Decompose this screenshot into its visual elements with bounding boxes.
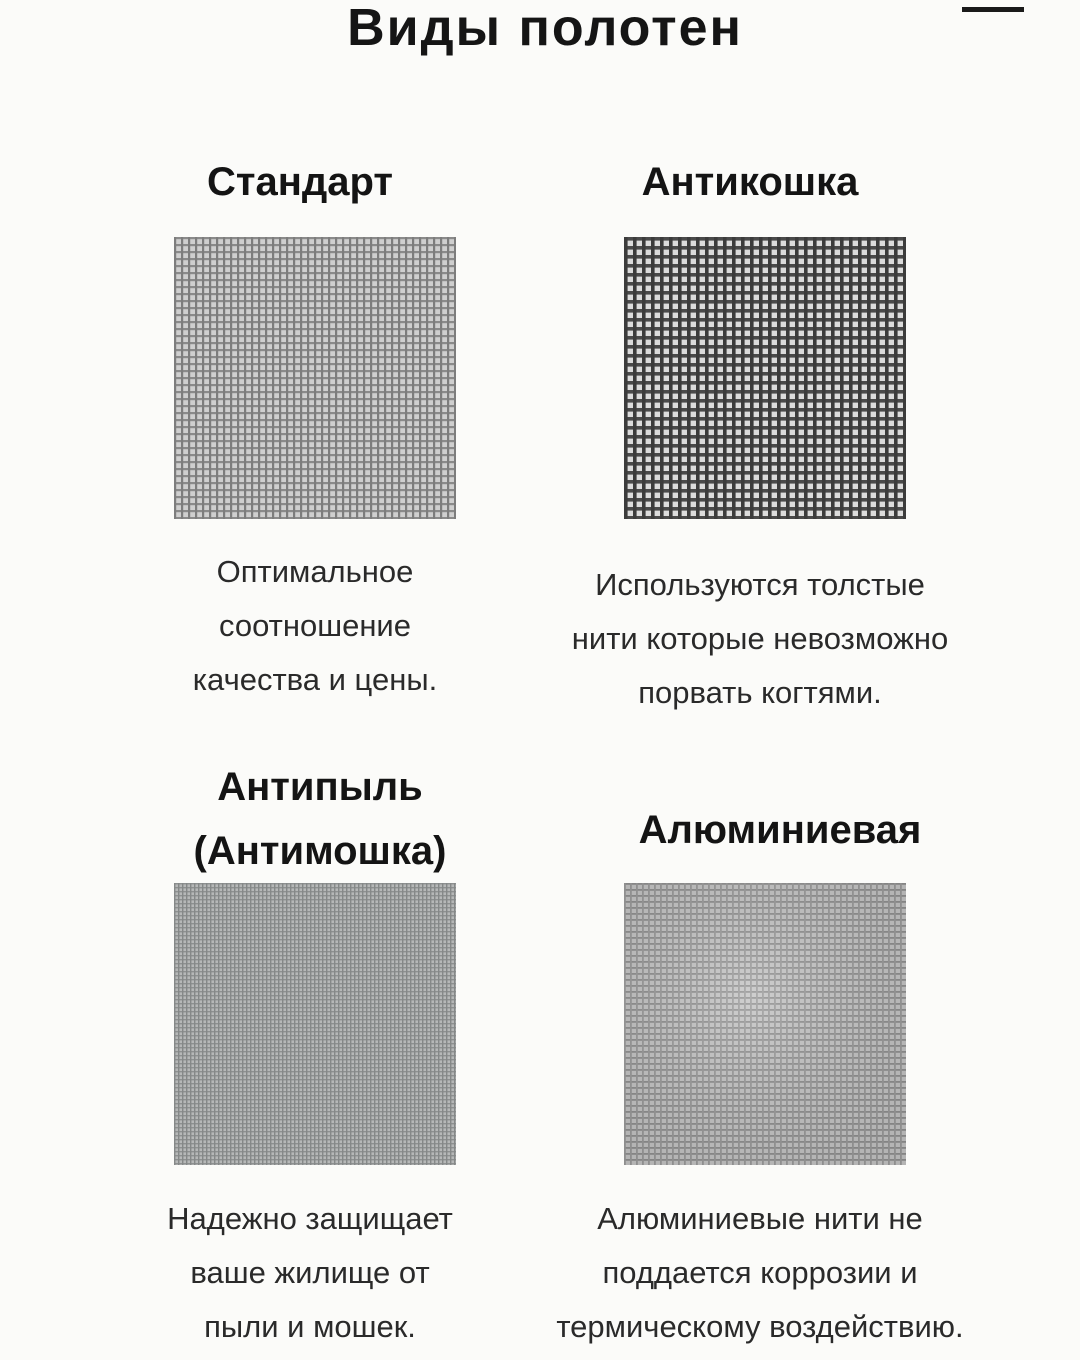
mesh-texture-anticat	[624, 237, 906, 519]
card-title-anticat	[560, 150, 940, 214]
description-line: Надежно защищает	[167, 1201, 453, 1236]
mesh-swatch-aluminium	[624, 883, 906, 1165]
card-description-aluminium	[510, 1192, 1010, 1354]
description-line: качества и цены.	[192, 662, 438, 697]
card-description-antidust	[120, 1192, 500, 1354]
description-line: нити которые невозможно	[571, 621, 949, 656]
card-title-line: Антипыль	[217, 765, 423, 809]
description-line: поддается коррозии и	[602, 1255, 918, 1290]
hamburger-menu-icon[interactable]	[962, 5, 1024, 15]
mesh-texture-aluminium	[624, 883, 906, 1165]
card-description-standard	[140, 545, 490, 707]
mesh-swatch-anticat	[624, 237, 906, 519]
mesh-swatch-antidust	[174, 883, 456, 1165]
card-title-standard	[150, 150, 450, 214]
description-line: соотношение	[219, 608, 411, 643]
mesh-texture-antidust	[174, 883, 456, 1165]
description-line: Алюминиевые нити не	[597, 1201, 923, 1236]
card-title-line: Антикошка	[641, 160, 859, 204]
card-title-aluminium	[570, 798, 990, 862]
card-description-anticat	[520, 558, 1000, 720]
card-title-line: (Антимошка)	[193, 829, 447, 873]
description-line: Оптимальное	[216, 554, 414, 589]
mesh-swatch-standard	[174, 237, 456, 519]
card-title-line: Алюминиевая	[638, 808, 922, 852]
description-line: пыли и мошек.	[204, 1309, 416, 1344]
menu-bar	[962, 7, 1024, 12]
card-title-antidust	[150, 755, 490, 883]
description-line: Используются толстые	[595, 567, 925, 602]
mesh-texture-standard	[174, 237, 456, 519]
card-title-line: Стандарт	[206, 160, 393, 204]
description-line: термическому воздействию.	[556, 1309, 964, 1344]
description-line: порвать когтями.	[638, 675, 882, 710]
description-line: ваше жилище от	[190, 1255, 430, 1290]
page-title: Виды полотен	[347, 0, 743, 57]
